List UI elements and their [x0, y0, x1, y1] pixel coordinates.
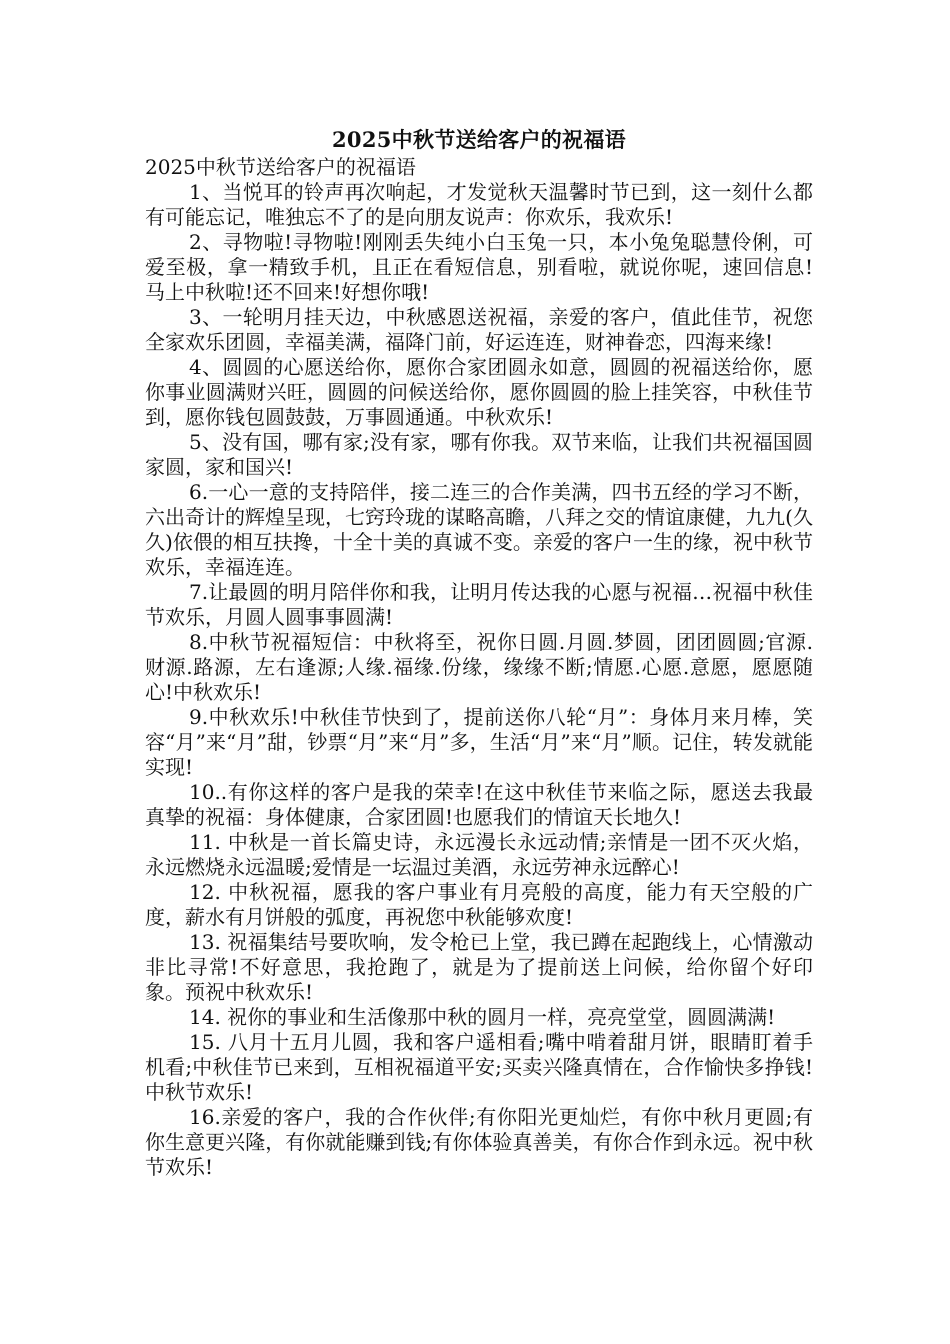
paragraph-15: 15. 八月十五月儿圆，我和客户遥相看;嘴中啃着甜月饼，眼睛盯着手机看;中秋佳节已来到，互相祝福道平安;买卖兴隆真情在，合作愉快多挣钱!中秋节欢乐!	[145, 1030, 813, 1104]
paragraph-14: 14. 祝你的事业和生活像那中秋的圆月一样，亮亮堂堂，圆圆满满!	[189, 1005, 776, 1029]
paragraph-9: 9.中秋欢乐!中秋佳节快到了，提前送你八轮“月”：身体月来月棒，笑容“月”来“月”甜，钞票“月”来“月”多，生活“月”来“月”顺。记住，转发就能实现!	[145, 705, 813, 779]
paragraph-7: 7.让最圆的明月陪伴你和我，让明月传达我的心愿与祝福…祝福中秋佳节欢乐，月圆人圆事事圆满!	[145, 580, 813, 629]
document-title: 2025中秋节送给客户的祝福语	[332, 127, 626, 152]
document-subtitle: 2025中秋节送给客户的祝福语	[145, 155, 416, 179]
document-page	[145, 125, 813, 1180]
paragraph-13: 13. 祝福集结号要吹响，发令枪已上堂，我已蹲在起跑线上，心情激动非比寻常!不好意思，我抢跑了，就是为了提前送上问候，给你留个好印象。预祝中秋欢乐!	[145, 930, 813, 1004]
paragraph-8: 8.中秋节祝福短信：中秋将至，祝你日圆.月圆.梦圆，团团圆圆;官源.财源.路源，左右逢源;人缘.福缘.份缘，缘缘不断;情愿.心愿.意愿，愿愿随心!中秋欢乐!	[145, 630, 813, 704]
paragraph-11: 11. 中秋是一首长篇史诗，永远漫长永远动情;亲情是一团不灭火焰，永远燃烧永远温暖;爱情是一坛温过美酒，永远劳神永远醉心!	[145, 830, 813, 879]
paragraph-3: 3、一轮明月挂天边，中秋感恩送祝福，亲爱的客户，值此佳节，祝您全家欢乐团圆，幸福美满，福降门前，好运连连，财神眷恋，四海来缘!	[145, 305, 813, 354]
paragraph-2: 2、寻物啦!寻物啦!刚刚丢失纯小白玉兔一只，本小兔兔聪慧伶俐，可爱至极，拿一精致手机，且正在看短信息，别看啦，就说你呢，速回信息!马上中秋啦!还不回来!好想你哦!	[145, 230, 813, 304]
paragraph-16: 16.亲爱的客户，我的合作伙伴;有你阳光更灿烂，有你中秋月更圆;有你生意更兴隆，有你就能赚到钱;有你体验真善美，有你合作到永远。祝中秋节欢乐!	[145, 1105, 813, 1179]
paragraph-4: 4、圆圆的心愿送给你，愿你合家团圆永如意，圆圆的祝福送给你，愿你事业圆满财兴旺，圆圆的问候送给你，愿你圆圆的脸上挂笑容，中秋佳节到，愿你钱包圆鼓鼓，万事圆通通。中秋欢乐!	[145, 355, 813, 429]
paragraph-10: 10..有你这样的客户是我的荣幸!在这中秋佳节来临之际，愿送去我最真挚的祝福：身体健康，合家团圆!也愿我们的情谊天长地久!	[145, 780, 813, 829]
paragraph-12: 12. 中秋祝福，愿我的客户事业有月亮般的高度，能力有天空般的广度，薪水有月饼般的弧度，再祝您中秋能够欢度!	[145, 880, 813, 929]
paragraph-5: 5、没有国，哪有家;没有家，哪有你我。双节来临，让我们共祝福国圆家圆，家和国兴!	[145, 430, 813, 479]
paragraph-6: 6.一心一意的支持陪伴，接二连三的合作美满，四书五经的学习不断，六出奇计的辉煌呈现，七窍玲珑的谋略高瞻，八拜之交的情谊康健，九九(久久)依偎的相互扶搀，十全十美的真诚不变。亲爱的客户一生的缘，祝中秋节欢乐，幸福连连。	[145, 480, 813, 579]
paragraph-1: 1、当悦耳的铃声再次响起，才发觉秋天温馨时节已到，这一刻什么都有可能忘记，唯独忘不了的是向朋友说声：你欢乐，我欢乐!	[145, 180, 813, 229]
